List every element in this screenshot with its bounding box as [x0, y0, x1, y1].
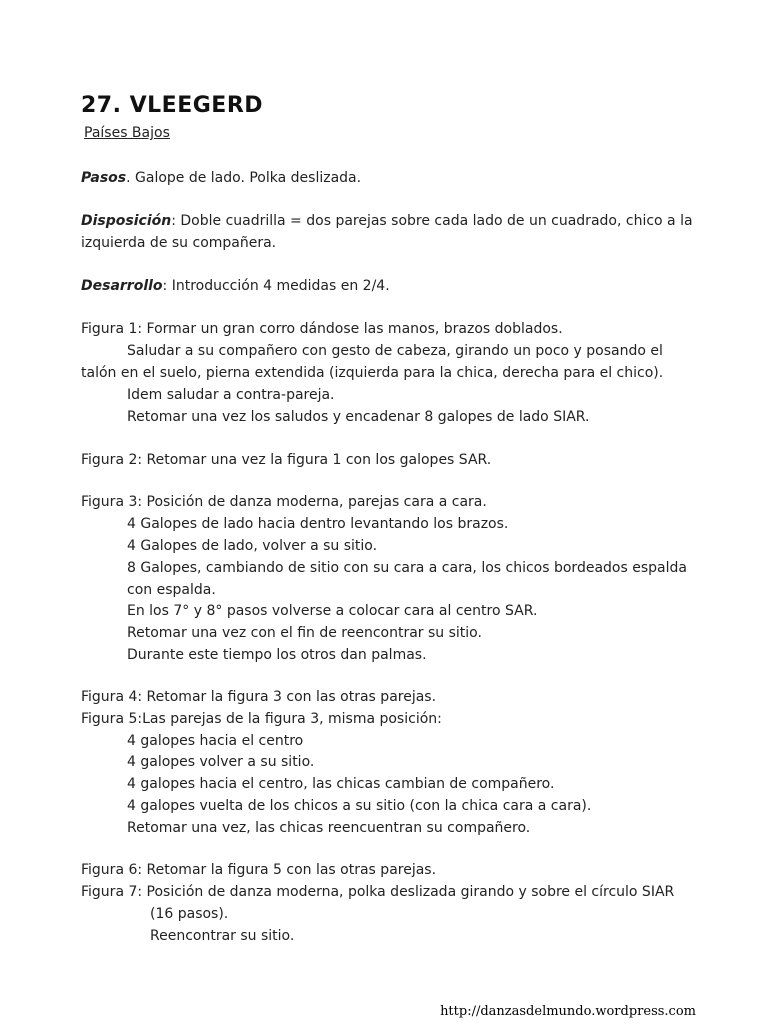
figura-3-heading: Figura 3: Posición de danza moderna, parejas cara a cara.: [81, 494, 487, 510]
figura-1-line: talón en el suelo, pierna extendida (izquierda para la chica, derecha para el chico).: [81, 365, 664, 381]
footer-url: http://danzasdelmundo.wordpress.com: [440, 1004, 696, 1019]
figura-3-line: 8 Galopes, cambiando de sitio con su cara a cara, los chicos bordeados espalda: [127, 560, 687, 576]
figura-7-line: (16 pasos).: [150, 906, 229, 922]
disposicion-line-1: [81, 210, 693, 232]
disposicion-label: Disposición: [81, 213, 172, 229]
figura-5-line: 4 galopes vuelta de los chicos a su sitio (con la chica cara a cara).: [127, 798, 592, 814]
figura-2-heading: Figura 2: Retomar una vez la figura 1 con los galopes SAR.: [81, 452, 492, 468]
figura-5-line: 4 galopes hacia el centro: [127, 733, 304, 749]
figura-6-heading: Figura 6: Retomar la figura 5 con las otras parejas.: [81, 862, 437, 878]
figura-4-heading: Figura 4: Retomar la figura 3 con las otras parejas.: [81, 689, 437, 705]
figura-3-line: En los 7° y 8° pasos volverse a colocar cara al centro SAR.: [127, 603, 538, 619]
figura-1-heading: Figura 1: Formar un gran corro dándose las manos, brazos doblados.: [81, 321, 563, 337]
figura-3-line: Durante este tiempo los otros dan palmas.: [127, 647, 427, 663]
figura-5-heading: Figura 5:Las parejas de la figura 3, misma posición:: [81, 711, 442, 727]
figura-5-line: 4 galopes hacia el centro, las chicas cambian de compañero.: [127, 776, 555, 792]
disposicion-text: : Doble cuadrilla = dos parejas sobre cada lado de un cuadrado, chico a la: [171, 213, 693, 229]
pasos-line: [81, 167, 361, 189]
figura-1-line: Saludar a su compañero con gesto de cabeza, girando un poco y posando el: [127, 343, 663, 359]
figura-1-line: Idem saludar a contra-pareja.: [127, 387, 335, 403]
desarrollo-text: : Introducción 4 medidas en 2/4.: [162, 278, 390, 294]
figura-3-line: 4 Galopes de lado, volver a su sitio.: [127, 538, 378, 554]
figura-3-line: con espalda.: [127, 582, 216, 598]
pasos-label: Pasos: [81, 170, 127, 186]
figura-1-line: Retomar una vez los saludos y encadenar 8 galopes de lado SIAR.: [127, 409, 590, 425]
country-subtitle: Países Bajos: [84, 125, 170, 141]
disposicion-line-2: izquierda de su compañera.: [81, 235, 277, 251]
page-title: 27. VLEEGERD: [81, 93, 264, 118]
desarrollo-line: [81, 275, 390, 297]
figura-3-line: 4 Galopes de lado hacia dentro levantando los brazos.: [127, 516, 509, 532]
figura-7-heading: Figura 7: Posición de danza moderna, polka deslizada girando y sobre el círculo SIAR: [81, 884, 675, 900]
figura-5-line: 4 galopes volver a su sitio.: [127, 754, 315, 770]
desarrollo-label: Desarrollo: [81, 278, 163, 294]
figura-5-line: Retomar una vez, las chicas reencuentran su compañero.: [127, 820, 531, 836]
figura-7-line: Reencontrar su sitio.: [150, 928, 295, 944]
figura-3-line: Retomar una vez con el fin de reencontrar su sitio.: [127, 625, 482, 641]
pasos-text: . Galope de lado. Polka deslizada.: [126, 170, 362, 186]
